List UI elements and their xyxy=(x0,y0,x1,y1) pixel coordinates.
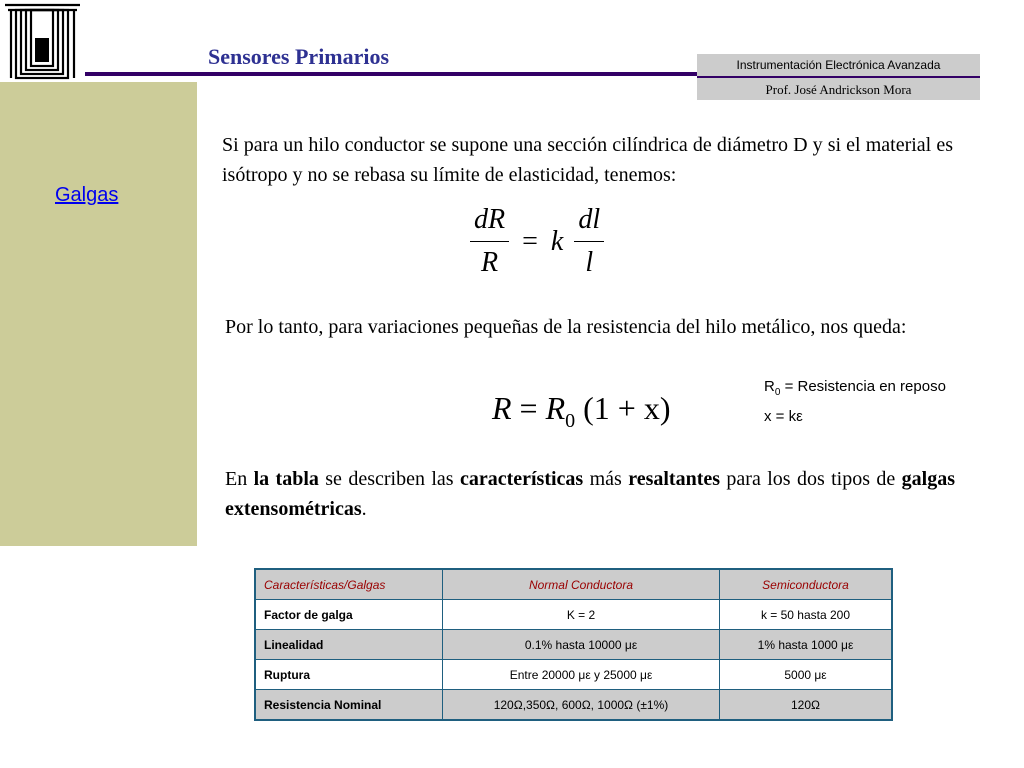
professor-label: Prof. José Andrickson Mora xyxy=(697,78,980,100)
sidebar-link-galgas[interactable]: Galgas xyxy=(55,184,119,206)
logo xyxy=(0,0,85,82)
table-row xyxy=(255,690,892,721)
table-header-row xyxy=(255,569,892,600)
table-cell: 120Ω,350Ω, 600Ω, 1000Ω (±1%) xyxy=(443,690,720,721)
table-row xyxy=(255,600,892,630)
equals-sign: = xyxy=(519,390,538,426)
fraction-numerator: dR xyxy=(470,205,509,242)
paragraph-2: Por lo tanto, para variaciones pequeñas de la resistencia del hilo metálico, nos queda: xyxy=(225,316,907,338)
gauge-factor-symbol: k xyxy=(550,225,564,257)
fraction-denominator: R xyxy=(481,247,499,278)
table-header-cell: Características/Galgas xyxy=(255,569,443,600)
text-span: para los dos tipos de xyxy=(720,468,902,490)
table-row xyxy=(255,660,892,690)
text-span: se describen las xyxy=(318,468,460,490)
institution-logo-icon xyxy=(0,0,85,82)
bold-span: características xyxy=(459,468,584,490)
paragraph-3 xyxy=(225,464,955,524)
text-span: En xyxy=(225,468,254,490)
table-header-cell: Normal Conductora xyxy=(443,569,720,600)
table-cell: Ruptura xyxy=(255,660,443,690)
table-cell: 1% hasta 1000 με xyxy=(720,630,893,660)
formula-resistance xyxy=(492,390,671,433)
table-cell: Entre 20000 με y 25000 με xyxy=(443,660,720,690)
formula-r: R xyxy=(545,390,566,426)
comparison-table xyxy=(254,568,893,721)
page-title: Sensores Primarios xyxy=(208,44,390,69)
table-cell: k = 50 hasta 200 xyxy=(720,600,893,630)
equals-sign: = xyxy=(522,225,538,257)
table-cell: 5000 με xyxy=(720,660,893,690)
table-cell: K = 2 xyxy=(443,600,720,630)
note-r0 xyxy=(764,378,946,398)
fraction-numerator: dl xyxy=(574,205,604,242)
table-cell: Factor de galga xyxy=(255,600,443,630)
sidebar xyxy=(0,82,197,546)
bold-span: la tabla xyxy=(253,468,319,490)
fraction-denominator: l xyxy=(585,247,594,278)
fraction-left xyxy=(470,205,509,278)
note-r0-text: = Resistencia en reposo xyxy=(780,378,946,395)
table-cell: Resistencia Nominal xyxy=(255,690,443,721)
text-span: . xyxy=(361,498,367,520)
paragraph-1: Si para un hilo conductor se supone una sección cilíndrica de diámetro D y si el material es isótropo y no se rebasa su límite de elasticidad, tenemos: xyxy=(222,134,953,186)
bold-span: galgas extensométricas xyxy=(225,468,956,520)
table-header-cell: Semiconductora xyxy=(720,569,893,600)
formula-paren: (1 + x) xyxy=(583,390,671,426)
text-span: más xyxy=(583,468,629,490)
table-row xyxy=(255,630,892,660)
note-r0-sub: 0 xyxy=(774,387,781,398)
formula-lhs: R xyxy=(492,390,512,426)
formula-subscript: 0 xyxy=(565,410,576,432)
header-rule xyxy=(85,72,697,76)
table-cell: 120Ω xyxy=(720,690,893,721)
fraction-right xyxy=(574,205,604,278)
bold-span: resaltantes xyxy=(628,468,721,490)
course-label: Instrumentación Electrónica Avanzada xyxy=(697,54,980,78)
table-cell: 0.1% hasta 10000 με xyxy=(443,630,720,660)
formula-strain xyxy=(470,205,604,278)
table-cell: Linealidad xyxy=(255,630,443,660)
note-r0-symbol: R xyxy=(764,378,775,395)
note-x: x = kε xyxy=(764,408,803,425)
